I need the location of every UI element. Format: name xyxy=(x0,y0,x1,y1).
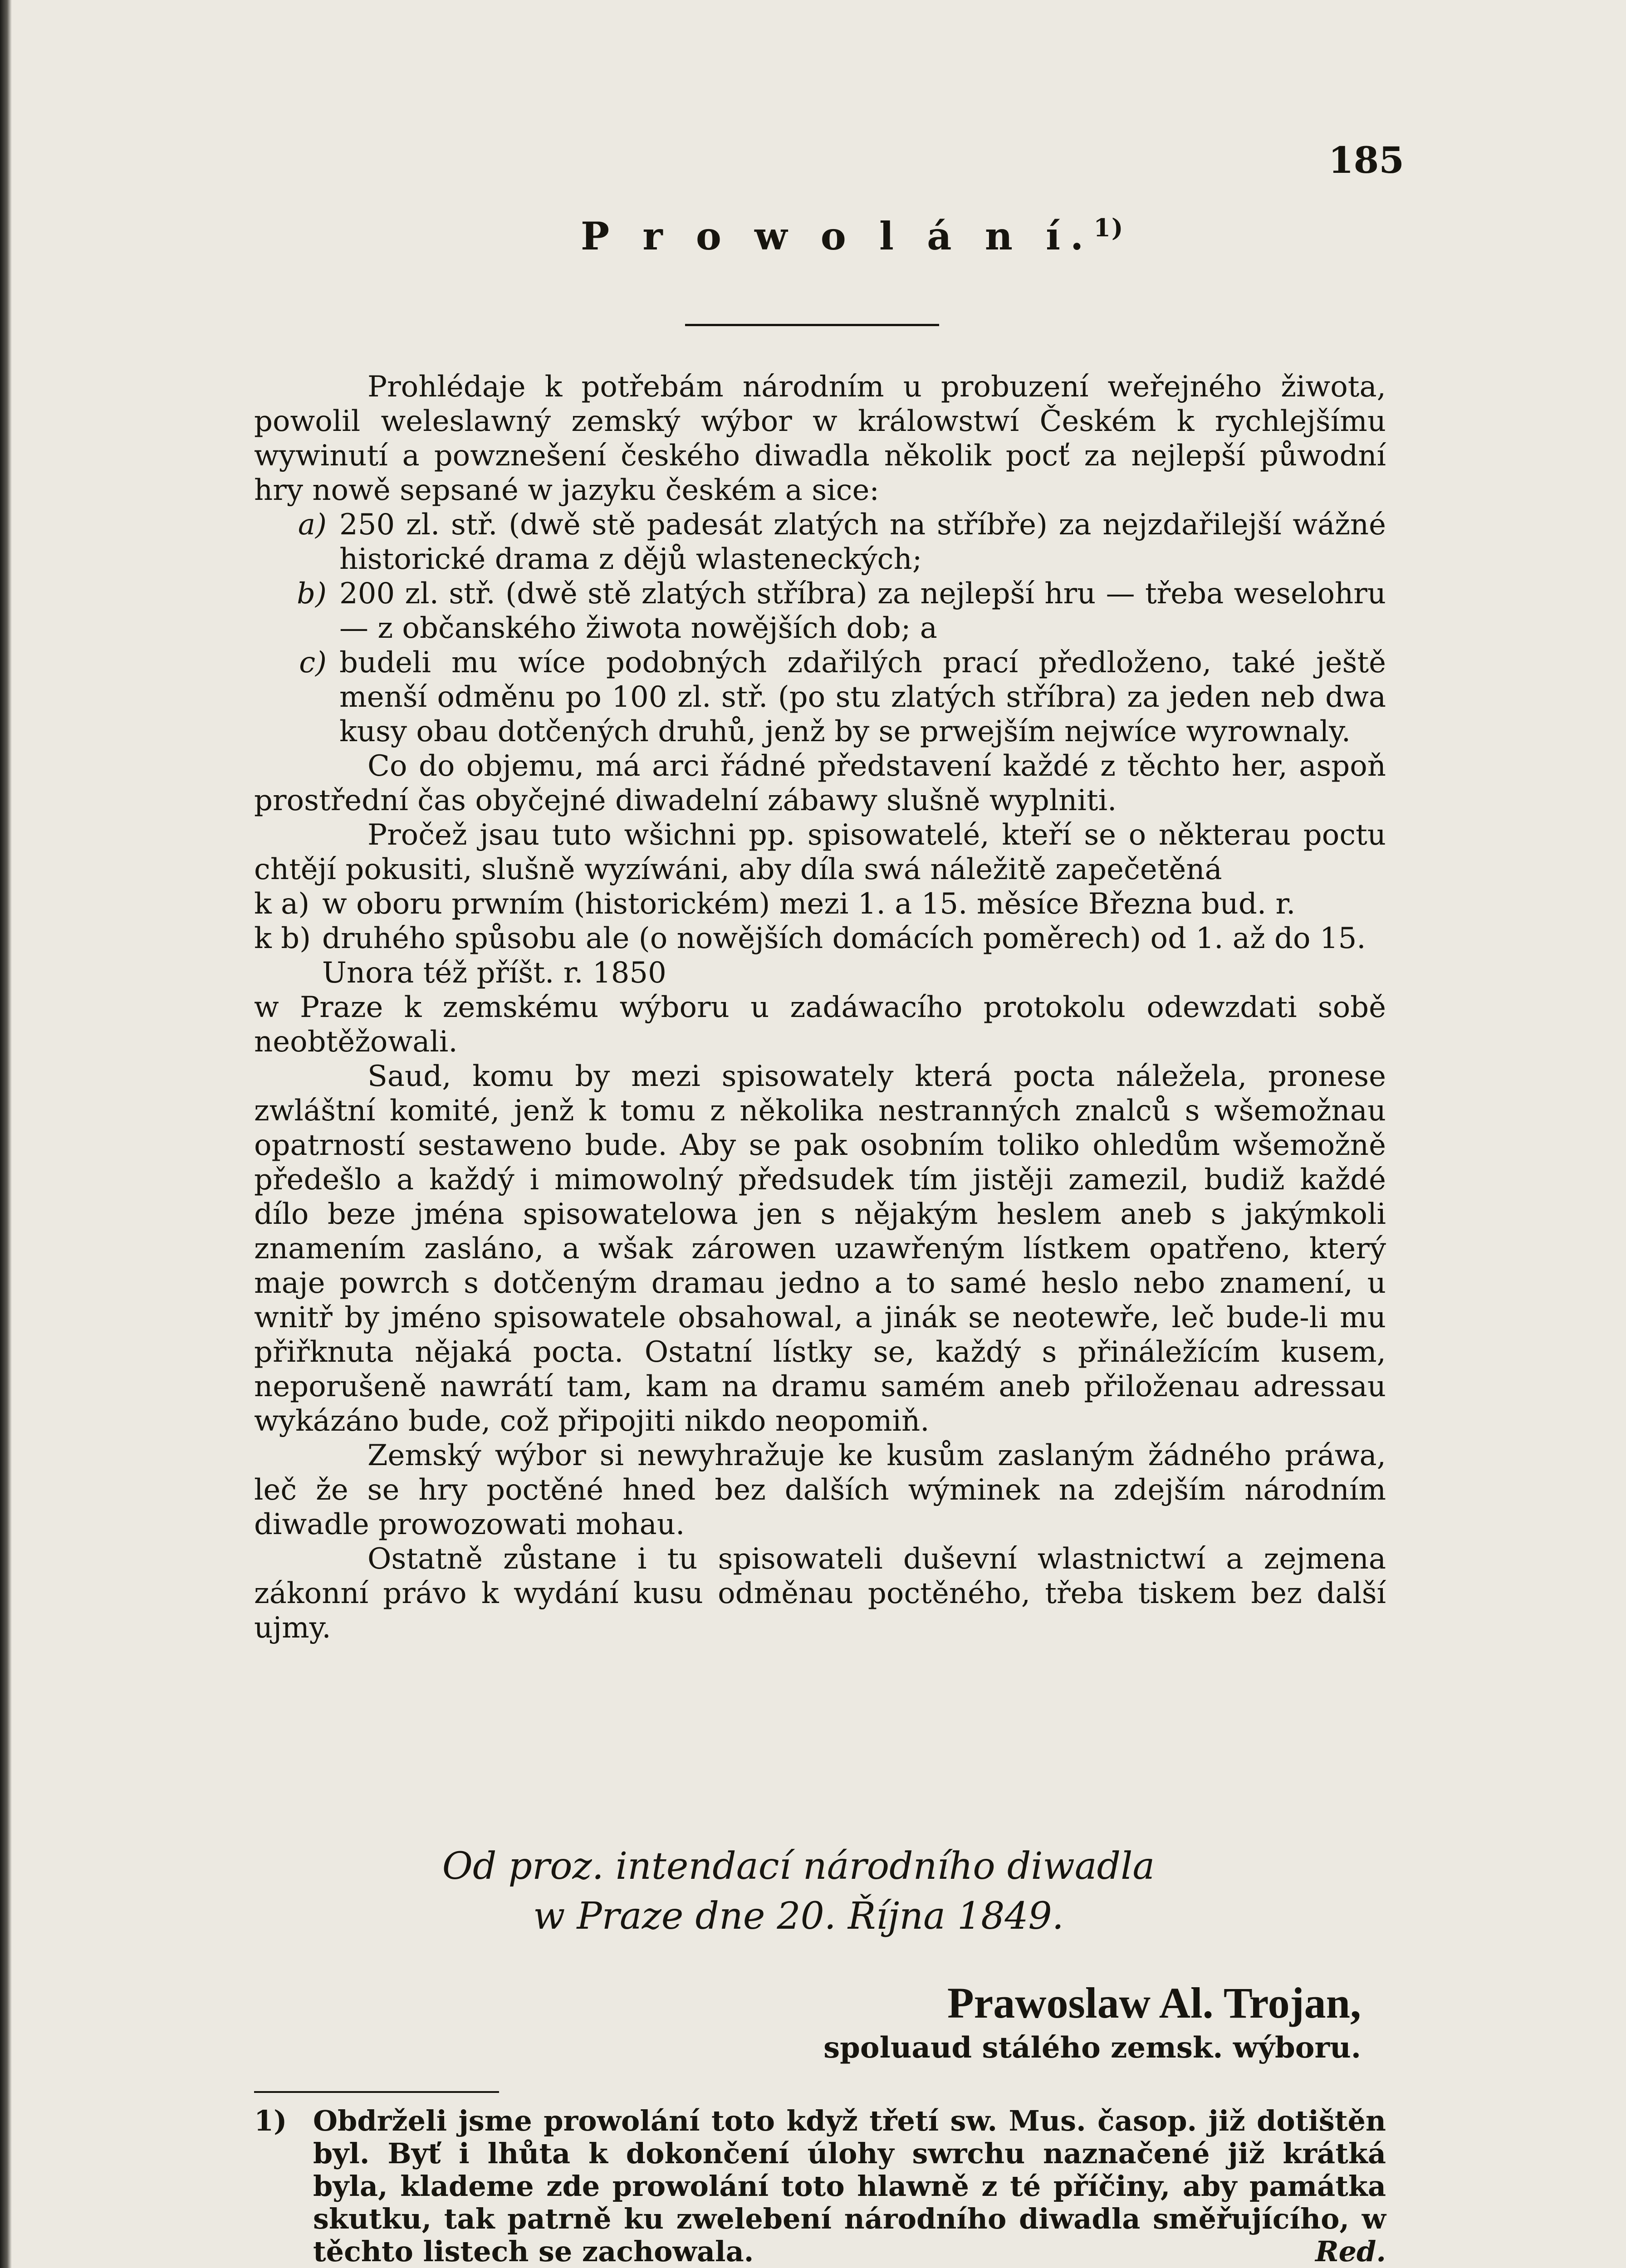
page-title xyxy=(581,213,1124,259)
footnote-rule xyxy=(254,2091,499,2093)
title-footnote-mark: 1) xyxy=(1093,213,1124,242)
issuer-line-2: w Praze dne 20. Října 1849. xyxy=(533,1895,1064,1938)
signer xyxy=(681,1978,1361,2065)
footnote-body: Obdrželi jsme prowolání toto když třetí sw. Mus. časop. již dotištěn byl. Byť i lhůta k dokončení úlohy swrchu naznačené již krátká byla, klademe zde prowolání toto hlawně z té příčiny, aby památka skutku, tak patrně ku zwelebení národního diwadla směřujícího, w těchto listech se zachowala. xyxy=(313,2104,1386,2268)
reserve-paragraph: Zemský wýbor si newyhražuje ke kusům zaslaným žádného práwa, leč že se hry poctěné hned bez dalších wýminek na zdejším národním diwadle prowozowati mohau. xyxy=(254,1439,1386,1541)
delivery-paragraph: w Praze k zemskému wýboru u zadáwacího protokolu odewzdati sobě neobtěžowali. xyxy=(254,991,1386,1059)
deadline-label: k a) xyxy=(254,887,310,921)
title-rule xyxy=(685,324,939,326)
body-text xyxy=(254,370,1386,1645)
signer-name: Prawoslaw Al. Trojan, xyxy=(947,1979,1361,2027)
scan-edge xyxy=(0,0,12,2268)
rights-paragraph: Ostatně zůstane i tu spisowateli duševní wlastnictwí a zejmena zákonní právo k wydání kusu odměnau poctěného, třeba tiskem bez další ujmy. xyxy=(254,1542,1386,1645)
signer-role: spoluaud stálého zemsk. wýboru. xyxy=(823,2031,1361,2065)
issuer-line-1: Od proz. intendací národního diwadla xyxy=(442,1845,1155,1888)
prize-item-c xyxy=(254,645,1386,749)
deadline-text: w oboru prwním (historickém) mezi 1. a 15. měsíce Března bud. r. xyxy=(322,887,1296,921)
footnote-number: 1) xyxy=(254,2104,287,2137)
title-text: P r o w o l á n í. xyxy=(581,214,1094,259)
deadline-line-b xyxy=(254,921,1386,990)
invitation-paragraph: Pročež jsau tuto wšichni pp. spisowatelé, kteří se o některau poctu chtějí pokusiti, slušně wyzíwáni, aby díla swá náležitě zapečetěná xyxy=(254,818,1386,886)
deadline-line-a xyxy=(254,887,1386,921)
footnote xyxy=(254,2105,1386,2268)
deadline-text: druhého spůsobu ale (o nowějších domácích poměrech) od 1. až do 15. Unora též příšt. r. 1850 xyxy=(322,922,1366,990)
issuer-block xyxy=(345,1842,1252,1941)
page-number: 185 xyxy=(1328,139,1404,181)
item-label: a) xyxy=(298,508,327,542)
deadline-label: k b) xyxy=(254,922,311,955)
intro-paragraph: Prohlédaje k potřebám národním u probuzení weřejného žiwota, powolil weleslawný zemský wýbor w králowstwí Českém k rychlejšímu wywinutí a powznešení českého diwadla několik pocť za nejlepší půwodní hry nowě sepsané w jazyku českém a sice: xyxy=(254,370,1386,507)
footnote-signoff: Red. xyxy=(1315,2235,1386,2268)
scope-paragraph: Co do objemu, má arci řádné představení každé z těchto her, aspoň prostřední čas obyčejné diwadelní zábawy slušně wyplniti. xyxy=(254,749,1386,817)
footnote-text xyxy=(313,2105,1386,2268)
prize-item-b xyxy=(254,577,1386,645)
item-text: 200 zl. stř. (dwě stě zlatých stříbra) za nejlepší hru — třeba weselohru — z občanského žiwota nowějších dob; a xyxy=(339,577,1386,645)
item-text: budeli mu wíce podobných zdařilých prací předloženo, také ještě menší odměnu po 100 zl. stř. (po stu zlatých stříbra) za jeden neb dwa kusy obau dotčených druhů, jenž by se prwejším nejwíce wyrownaly. xyxy=(339,646,1386,748)
item-text: 250 zl. stř. (dwě stě padesát zlatých na stříbře) za nejzdařilejší wážné historické drama z dějů wlasteneckých; xyxy=(339,508,1386,576)
item-label: b) xyxy=(297,577,327,611)
item-label: c) xyxy=(299,646,327,679)
prize-item-a xyxy=(254,508,1386,577)
jury-paragraph: Saud, komu by mezi spisowately která pocta náležela, pronese zwláštní komité, jenž k tomu z několika nestranných znalců s wšemožnau opatrností sestaweno bude. Aby se pak osobním toliko ohledům wšemožně předešlo a každý i mimowolný předsudek tím jistěji zamezil, budiž každé dílo beze jména spisowatelowa jen s nějakým heslem aneb s jakýmkoli znamením zasláno, a wšak zárowen uzawřeným lístkem opatřeno, který maje powrch s dotčeným dramau jedno a to samé heslo nebo znamení, u wnitř by jméno spisowatele obsahowal, a jinák se neotewře, leč bude-li mu přiřknuta nějaká pocta. Ostatní lístky se, každý s přináležícím kusem, neporušeně nawrátí tam, kam na dramu samém aneb přiloženau adressau wykázáno bude, což připojiti nikdo neopomiň. xyxy=(254,1060,1386,1438)
